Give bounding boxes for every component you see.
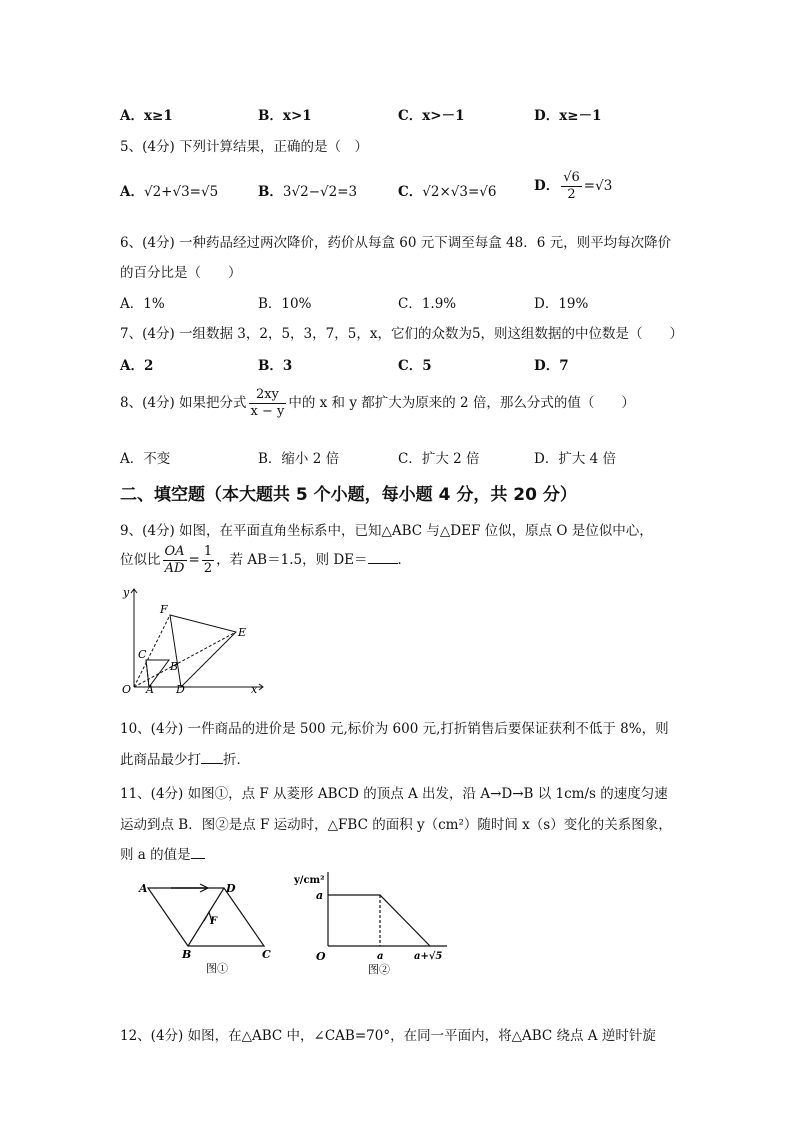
q11-figure1 (136, 874, 276, 978)
q11-fig2-label-o: O (316, 950, 326, 963)
q9-line2-pre: 位似比 (120, 552, 161, 568)
q6-options (120, 292, 680, 314)
q6-option-b: B．10% (258, 296, 312, 312)
q11-fig1-label-d: D (226, 882, 236, 895)
q9-stem-line2 (120, 544, 411, 577)
q11-stem-line3 (120, 843, 205, 863)
q6-stem-line2: 的百分比是（ ） (120, 265, 242, 281)
q9-label-a: A (146, 683, 154, 696)
q6-option-d: D．19% (534, 296, 589, 312)
q9-label-c: C (138, 648, 147, 661)
q11-stem-line1: 11、(4分) 如图①，点 F 从菱形 ABCD 的顶点 A 出发，沿 A→D→B 以 1cm/s 的速度匀速 (120, 786, 668, 802)
q5-option-a (120, 180, 218, 200)
q7-option-c: C．5 (398, 358, 432, 374)
q5-stem: 5、(4分) 下列计算结果，正确的是（ ） (120, 139, 369, 155)
q11-fig2-caption: 图② (368, 963, 390, 976)
q8-fraction-denominator: x − y (250, 404, 285, 419)
q5-option-c-expr: √2×√3=√6 (422, 184, 497, 200)
q7-option-a: A．2 (120, 358, 154, 374)
q11-fig1-caption: 图① (206, 962, 228, 975)
q11-stem-line2: 运动到点 B．图②是点 F 运动时，△FBC 的面积 y（cm²）随时间 x（s）变化的关系图象， (120, 817, 672, 833)
q8-stem-post: 中的 x 和 y 都扩大为原来的 2 倍，那么分式的值（ ） (288, 395, 635, 411)
q11-fig2-graph (328, 895, 430, 946)
q10-stem-line2 (120, 748, 250, 768)
q9-label-o: O (122, 683, 132, 696)
q11-fig1-label-a: A (139, 882, 148, 895)
q8-option-d: D．扩大 4 倍 (534, 451, 616, 467)
q5-d-numerator: √6 (563, 170, 580, 185)
q5-option-b-label: B． (258, 184, 283, 200)
q9-label-y: y (123, 586, 130, 599)
q11-fig2-label-a-y: a (316, 889, 324, 902)
q9-equals: = (188, 552, 200, 568)
q11-fig1-label-c: C (262, 948, 271, 961)
q9-label-b: B (170, 660, 179, 673)
q8-option-c: C．扩大 2 倍 (398, 451, 480, 467)
q9-label-e: E (238, 626, 247, 639)
q11-fig2-label-a-x: a (377, 951, 384, 962)
q10-line2-pre: 此商品最少打 (120, 752, 201, 768)
q6-stem-line1: 6、(4分) 一种药品经过两次降价，药价从每盒 60 元下调至每盒 48．6 元，则平均每次降价 (120, 235, 672, 251)
q4-option-c: C．x>－1 (398, 108, 465, 124)
q5-option-b-expr: 3√2−√2=3 (282, 184, 358, 200)
q9-line2-end: ． (397, 552, 412, 568)
q5-d-denominator: 2 (567, 187, 576, 202)
q8-option-b: B．缩小 2 倍 (258, 451, 340, 467)
q5-option-c (398, 180, 496, 200)
q8-stem (120, 387, 635, 420)
q7-stem: 7、(4分) 一组数据 3，2，5，3，7，5，x，它们的众数为5，则这组数据的中位数是（ ） (120, 326, 684, 342)
q5-option-c-label: C． (398, 184, 423, 200)
q5-option-d (534, 170, 612, 203)
q12-stem-line1: 12、(4分) 如图，在△ABC 中，∠CAB=70°，在同一平面内，将△ABC 绕点 A 逆时针旋 (120, 1028, 656, 1044)
q11-line3-text: 则 a 的值是 (120, 847, 191, 863)
q7-option-b: B．3 (258, 358, 293, 374)
q11-answer-blank[interactable] (191, 844, 205, 859)
q7-options (120, 354, 680, 376)
q4-option-d: D．x≥－1 (534, 108, 602, 124)
q9-stem-line1: 9、(4分) 如图，在平面直角坐标系中，已知△ABC 与△DEF 位似，原点 O 是位似中心， (120, 523, 653, 539)
q8-options (120, 447, 680, 469)
q9-answer-blank[interactable] (368, 549, 398, 564)
q9-half-numerator: 1 (203, 544, 213, 559)
q11-figure2 (290, 868, 452, 978)
q4-options (120, 104, 680, 126)
q4-option-b: B．x>1 (258, 108, 312, 124)
q9-half-fraction (202, 544, 214, 577)
q5-option-d-fraction (561, 170, 582, 203)
q10-answer-blank[interactable] (201, 749, 223, 764)
q11-fig1-label-f: F (210, 916, 218, 927)
q8-fraction-numerator: 2xy (249, 387, 287, 404)
q9-line2-post: ，若 AB＝1.5，则 DE＝ (216, 552, 368, 568)
q6-option-c: C．1.9% (398, 296, 457, 312)
q9-label-f: F (160, 603, 168, 616)
q5-option-a-label: A． (120, 184, 144, 200)
q5-option-b (258, 180, 357, 200)
q10-stem-line1: 10、(4分) 一件商品的进价是 500 元,标价为 600 元,打折销售后要保证获利不低于 8%，则 (120, 721, 669, 737)
q9-ratio-numerator: OA (164, 544, 185, 559)
q5-option-a-expr: √2+√3=√5 (143, 184, 219, 200)
q5-option-d-rest: =√3 (583, 178, 613, 194)
q9-figure (118, 585, 268, 697)
q9-half-denominator: 2 (203, 561, 213, 576)
q6-option-a: A．1% (120, 296, 165, 312)
q9-ratio-fraction (163, 544, 187, 577)
q9-label-x: x (251, 683, 258, 696)
q11-fig2-label-a-sqrt5: a+√5 (414, 951, 443, 962)
q5-options (120, 170, 680, 214)
q11-fig1-label-b: B (182, 948, 192, 961)
q9-triangle-def (170, 615, 236, 687)
q4-option-a: A．x≥1 (120, 108, 173, 124)
q10-line2-post: 折． (223, 752, 250, 768)
q9-label-d: D (176, 683, 185, 696)
q8-fraction (249, 387, 287, 420)
section2-heading: 二、填空题（本大题共 5 个小题，每小题 4 分，共 20 分） (120, 485, 577, 505)
q11-fig2-y-label: y/cm² (294, 875, 325, 886)
q8-option-a: A．不变 (120, 451, 171, 467)
q8-stem-pre: 8、(4分) 如果把分式 (120, 395, 247, 411)
q5-option-d-label: D． (534, 178, 560, 194)
q7-option-d: D．7 (534, 358, 569, 374)
q9-ratio-denominator: AD (164, 561, 185, 576)
